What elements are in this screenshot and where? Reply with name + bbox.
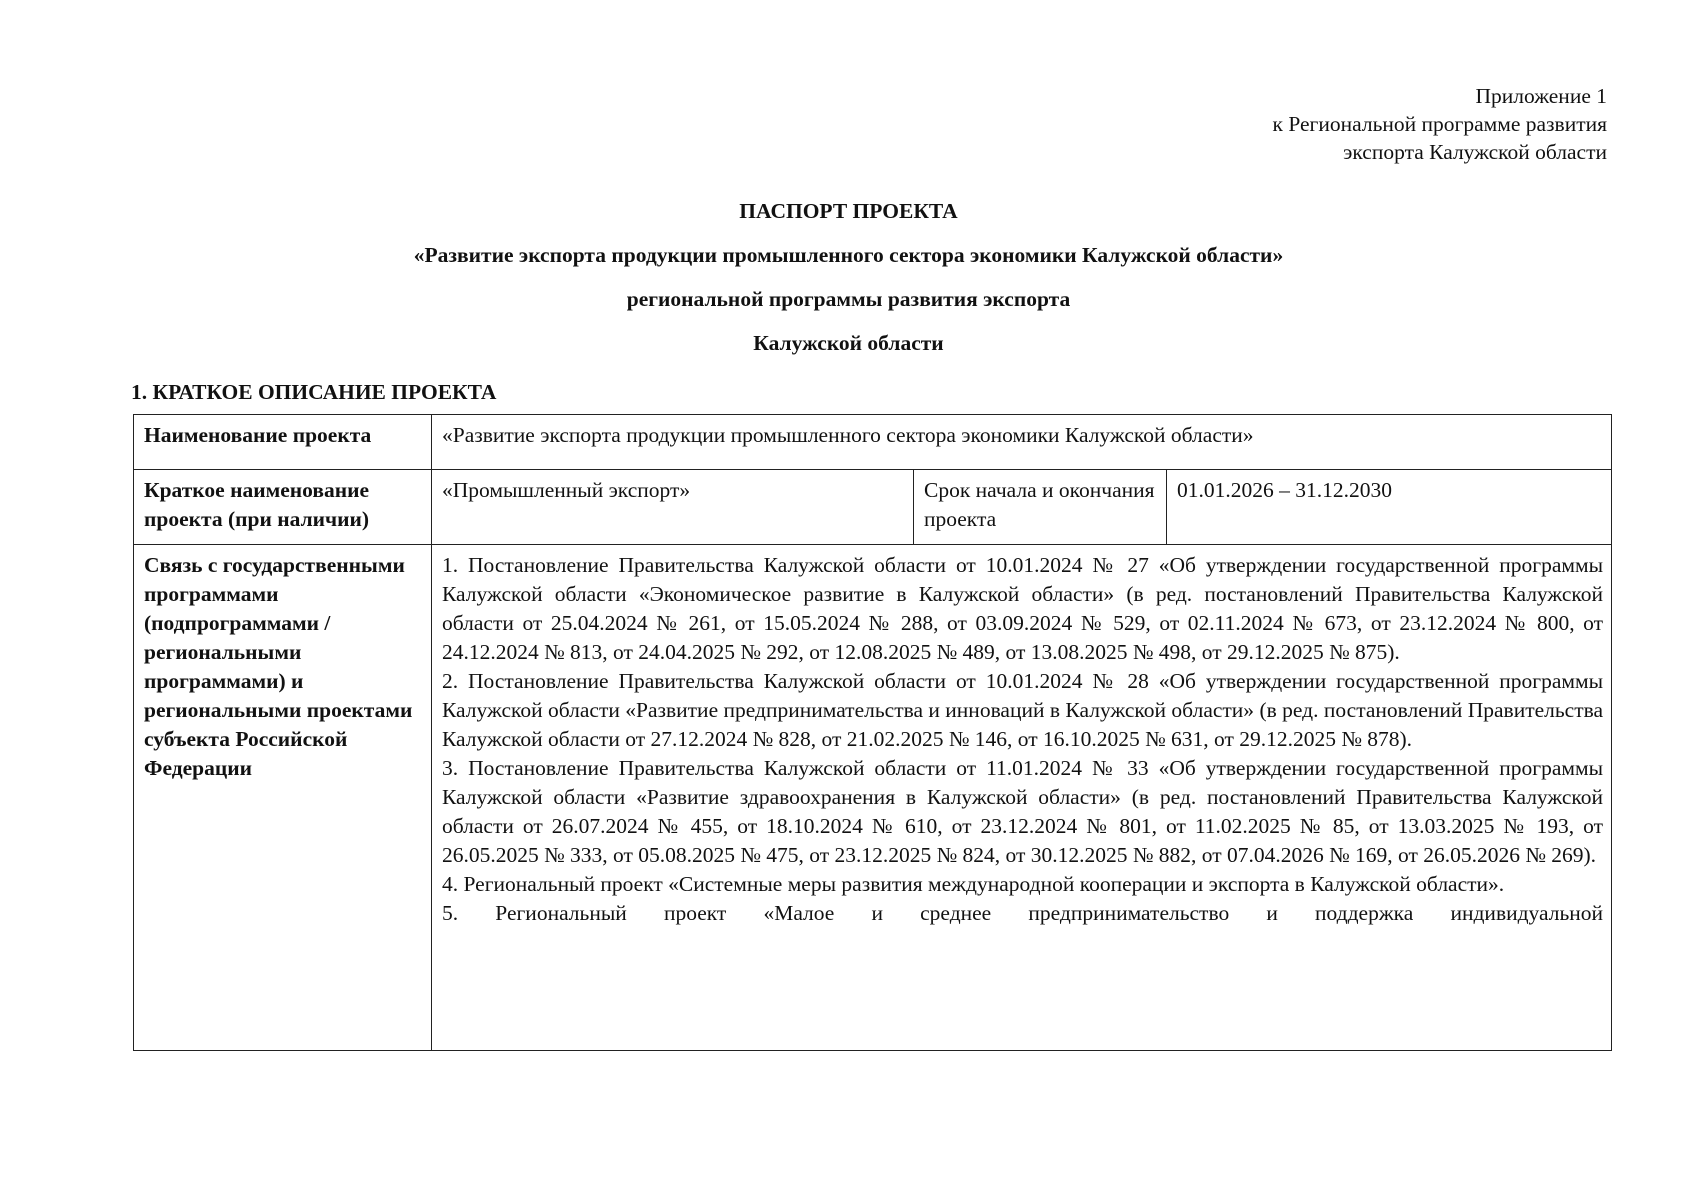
- table-row: [134, 415, 1612, 470]
- program-heading: региональной программы развития экспорта: [626, 287, 1071, 311]
- short-name-label: Краткое наименование проекта (при наличии): [134, 470, 432, 545]
- programs-link-label: Связь с государственными программами (подпрограммами / региональными программами) и региональными проектами субъекта Российской Федерации: [134, 545, 432, 1051]
- appendix-line-1: Приложение 1: [1475, 84, 1607, 108]
- program-item-1: 1. Постановление Правительства Калужской области от 10.01.2024 № 27 «Об утверждении государственной программы Калужской области «Экономическое развитие в Калужской области» (в ред. постановлений Правительства Калужской области от 25.04.2024 № 261, от 15.05.2024 № 288, от 03.09.2024 № 529, от 02.11.2024 № 673, от 23.12.2024 № 800, от 24.12.2024 № 813, от 24.04.2025 № 292, от 12.08.2025 № 489, от 13.08.2025 № 498, от 29.12.2025 № 875).: [442, 553, 1604, 664]
- program-item-4: 4. Региональный проект «Системные меры развития международной кооперации и экспорта в Калужской области».: [442, 872, 1505, 896]
- project-term-label: Срок начала и окончания проекта: [914, 470, 1167, 545]
- project-term-value: 01.01.2026 – 31.12.2030: [1167, 470, 1612, 545]
- appendix-note: [1273, 82, 1608, 166]
- section-title: 1. КРАТКОЕ ОПИСАНИЕ ПРОЕКТА: [131, 380, 497, 404]
- short-name-value: «Промышленный экспорт»: [432, 470, 914, 545]
- project-name-heading: «Развитие экспорта продукции промышленного сектора экономики Калужской области»: [413, 243, 1284, 267]
- program-item-3: 3. Постановление Правительства Калужской области от 11.01.2024 № 33 «Об утверждении государственной программы Калужской области «Развитие здравоохранения в Калужской области» (в ред. постановлений Правительства Калужской области от 26.07.2024 № 455, от 18.10.2024 № 610, от 23.12.2024 № 801, от 11.02.2025 № 85, от 13.03.2025 № 193, от 26.05.2025 № 333, от 05.08.2025 № 475, от 23.12.2025 № 824, от 30.12.2025 № 882, от 07.04.2026 № 169, от 26.05.2026 № 269).: [442, 756, 1604, 867]
- appendix-line-2: к Региональной программе развития: [1272, 112, 1607, 136]
- project-name-label: Наименование проекта: [134, 415, 432, 470]
- table-row: [134, 470, 1612, 545]
- project-passport-table: [133, 414, 1612, 1051]
- appendix-line-3: экспорта Калужской области: [1343, 140, 1607, 164]
- program-item-5: 5. Региональный проект «Малое и среднее предпринимательство и поддержка индивидуальной: [442, 901, 1604, 925]
- program-item-2: 2. Постановление Правительства Калужской области от 10.01.2024 № 28 «Об утверждении государственной программы Калужской области «Развитие предпринимательства и инноваций в Калужской области» (в ред. постановлений Правительства Калужской области от 27.12.2024 № 828, от 21.02.2025 № 146, от 16.10.2025 № 631, от 29.12.2025 № 878).: [442, 669, 1604, 751]
- document-header: [0, 197, 1697, 373]
- document-title: ПАСПОРТ ПРОЕКТА: [739, 199, 958, 223]
- project-name-value: «Развитие экспорта продукции промышленного сектора экономики Калужской области»: [432, 415, 1612, 470]
- region-heading: Калужской области: [753, 331, 944, 355]
- programs-link-value: [432, 545, 1612, 1051]
- table-row: [134, 545, 1612, 1051]
